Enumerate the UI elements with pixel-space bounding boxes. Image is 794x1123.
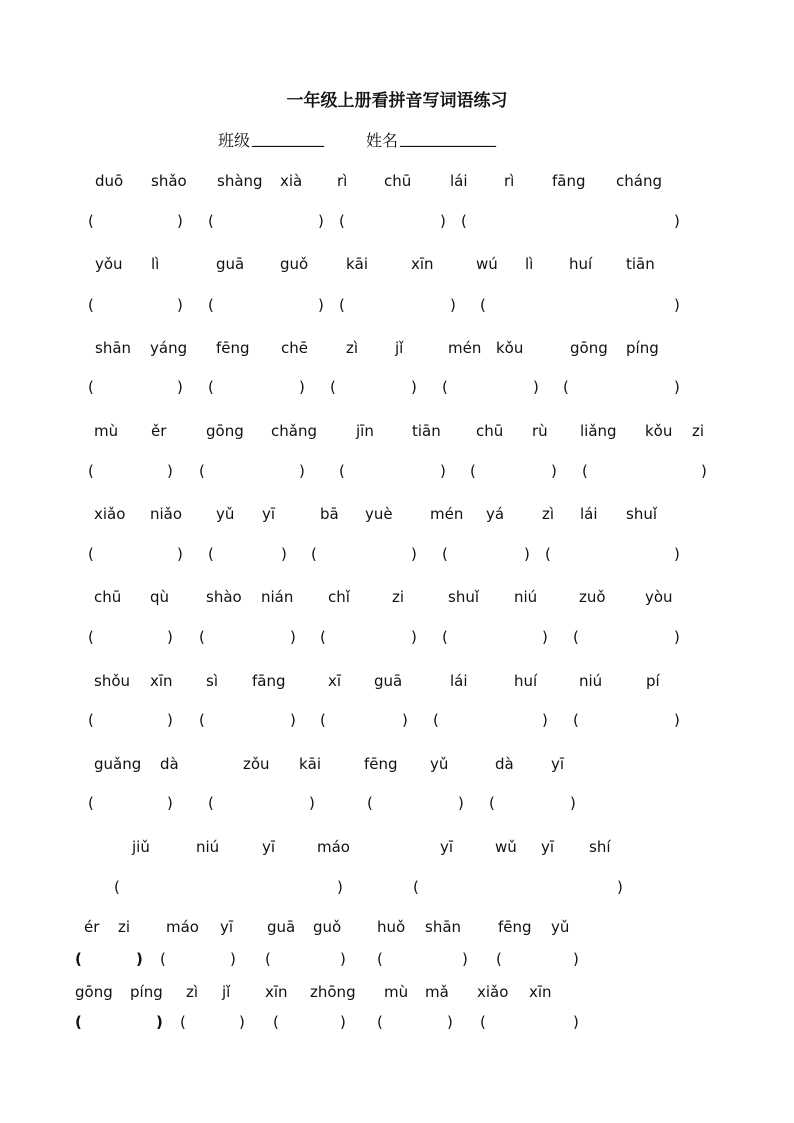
answer-box-open-paren[interactable]: (	[433, 711, 439, 729]
answer-box-close-paren[interactable]: )	[281, 545, 287, 563]
answer-box-open-paren[interactable]: (	[208, 545, 214, 563]
answer-row	[0, 794, 794, 818]
pinyin-syllable: fēng	[498, 918, 532, 936]
answer-box-close-paren[interactable]: )	[674, 212, 680, 230]
answer-box-open-paren[interactable]: (	[88, 628, 94, 646]
answer-box-open-paren[interactable]: (	[208, 794, 214, 812]
answer-box-open-paren[interactable]: (	[339, 212, 345, 230]
pinyin-syllable: chū	[476, 422, 504, 440]
pinyin-row	[0, 918, 794, 942]
answer-row	[0, 378, 794, 402]
answer-box-open-paren[interactable]: (	[442, 545, 448, 563]
pinyin-syllable: zì	[346, 339, 359, 357]
answer-box-close-paren[interactable]: )	[450, 296, 456, 314]
pinyin-syllable: shuǐ	[626, 505, 657, 523]
answer-box-open-paren[interactable]: (	[377, 1013, 383, 1031]
answer-box-open-paren[interactable]: (	[208, 296, 214, 314]
answer-box-open-paren[interactable]: (	[413, 878, 419, 896]
answer-box-open-paren[interactable]: (	[367, 794, 373, 812]
pinyin-syllable: zì	[542, 505, 555, 523]
answer-box-close-paren[interactable]: )	[674, 711, 680, 729]
answer-box-close-paren[interactable]: )	[230, 950, 236, 968]
pinyin-syllable: lì	[525, 255, 534, 273]
pinyin-syllable: tiān	[412, 422, 441, 440]
pinyin-syllable: xīn	[265, 983, 288, 1001]
class-label: 班级	[218, 131, 251, 150]
answer-row	[0, 212, 794, 236]
answer-box-open-paren[interactable]: (	[563, 378, 569, 396]
answer-box-close-paren[interactable]: )	[167, 462, 173, 480]
pinyin-syllable: shǒu	[94, 672, 131, 690]
pinyin-row	[0, 339, 794, 363]
pinyin-syllable: wǔ	[495, 838, 517, 856]
worksheet-title: 一年级上册看拼音写词语练习	[286, 91, 508, 111]
pinyin-syllable: sì	[206, 672, 218, 690]
answer-box-close-paren[interactable]: )	[411, 628, 417, 646]
pinyin-syllable: wú	[476, 255, 498, 273]
pinyin-syllable: kǒu	[645, 422, 673, 440]
answer-box-open-paren[interactable]: (	[180, 1013, 186, 1031]
answer-box-close-paren[interactable]: )	[533, 378, 539, 396]
pinyin-syllable: huí	[569, 255, 593, 273]
pinyin-syllable: chǐ	[328, 588, 350, 606]
answer-row	[0, 950, 794, 974]
answer-box-open-paren[interactable]: (	[88, 794, 94, 812]
pinyin-syllable: xīn	[150, 672, 173, 690]
answer-box-close-paren[interactable]: )	[462, 950, 468, 968]
pinyin-syllable: niú	[579, 672, 603, 690]
pinyin-syllable: píng	[130, 983, 163, 1001]
answer-box-close-paren[interactable]: )	[156, 1013, 163, 1031]
answer-box-open-paren[interactable]: (	[377, 950, 383, 968]
answer-box-open-paren[interactable]: (	[88, 296, 94, 314]
pinyin-syllable: yuè	[365, 505, 393, 523]
pinyin-row	[0, 838, 794, 862]
answer-box-open-paren[interactable]: (	[88, 212, 94, 230]
pinyin-syllable: shān	[425, 918, 462, 936]
answer-box-open-paren[interactable]: (	[442, 628, 448, 646]
answer-box-open-paren[interactable]: (	[75, 1013, 82, 1031]
answer-row	[0, 711, 794, 735]
pinyin-syllable: zi	[392, 588, 405, 606]
pinyin-syllable: yǔ	[551, 918, 570, 936]
answer-box-open-paren[interactable]: (	[320, 628, 326, 646]
pinyin-syllable: yī	[541, 838, 555, 856]
answer-box-close-paren[interactable]: )	[570, 794, 576, 812]
pinyin-syllable: niǎo	[150, 505, 183, 523]
pinyin-syllable: mén	[430, 505, 464, 523]
pinyin-syllable: shuǐ	[448, 588, 479, 606]
pinyin-syllable: guā	[216, 255, 245, 273]
answer-box-open-paren[interactable]: (	[582, 462, 588, 480]
answer-box-close-paren[interactable]: )	[411, 545, 417, 563]
answer-box-open-paren[interactable]: (	[208, 378, 214, 396]
answer-box-open-paren[interactable]: (	[114, 878, 120, 896]
answer-box-open-paren[interactable]: (	[88, 462, 94, 480]
pinyin-syllable: lái	[450, 672, 468, 690]
answer-box-open-paren[interactable]: (	[545, 545, 551, 563]
pinyin-syllable: máo	[166, 918, 199, 936]
answer-box-close-paren[interactable]: )	[411, 378, 417, 396]
pinyin-syllable: rì	[504, 172, 515, 190]
pinyin-syllable: yī	[262, 838, 276, 856]
answer-box-open-paren[interactable]: (	[75, 950, 82, 968]
pinyin-row	[0, 172, 794, 196]
pinyin-syllable: chū	[384, 172, 412, 190]
answer-box-close-paren[interactable]: )	[402, 711, 408, 729]
pinyin-row	[0, 588, 794, 612]
answer-box-close-paren[interactable]: )	[299, 462, 305, 480]
pinyin-syllable: yī	[440, 838, 454, 856]
pinyin-syllable: huí	[514, 672, 538, 690]
pinyin-syllable: zi	[118, 918, 131, 936]
pinyin-syllable: fāng	[252, 672, 286, 690]
pinyin-syllable: gōng	[206, 422, 244, 440]
answer-box-close-paren[interactable]: )	[239, 1013, 245, 1031]
answer-box-open-paren[interactable]: (	[199, 628, 205, 646]
answer-box-close-paren[interactable]: )	[290, 628, 296, 646]
answer-box-close-paren[interactable]: )	[340, 950, 346, 968]
pinyin-syllable: chē	[281, 339, 308, 357]
pinyin-syllable: shǎo	[151, 172, 187, 190]
answer-box-open-paren[interactable]: (	[461, 212, 467, 230]
answer-box-close-paren[interactable]: )	[440, 462, 446, 480]
pinyin-syllable: guā	[374, 672, 403, 690]
answer-box-open-paren[interactable]: (	[88, 711, 94, 729]
pinyin-syllable: ér	[84, 918, 100, 936]
pinyin-syllable: bā	[320, 505, 339, 523]
answer-box-close-paren[interactable]: )	[337, 878, 343, 896]
answer-box-open-paren[interactable]: (	[573, 628, 579, 646]
answer-row	[0, 296, 794, 320]
answer-box-open-paren[interactable]: (	[208, 212, 214, 230]
answer-row	[0, 462, 794, 486]
pinyin-syllable: niú	[514, 588, 538, 606]
pinyin-syllable: rù	[532, 422, 548, 440]
answer-box-close-paren[interactable]: )	[674, 378, 680, 396]
answer-box-close-paren[interactable]: )	[674, 296, 680, 314]
pinyin-syllable: yī	[262, 505, 276, 523]
pinyin-syllable: dà	[160, 755, 179, 773]
pinyin-syllable: shí	[589, 838, 611, 856]
answer-box-close-paren[interactable]: )	[177, 212, 183, 230]
answer-box-open-paren[interactable]: (	[339, 462, 345, 480]
answer-box-open-paren[interactable]: (	[573, 711, 579, 729]
pinyin-syllable: cháng	[616, 172, 662, 190]
pinyin-syllable: xiǎo	[94, 505, 126, 523]
answer-box-open-paren[interactable]: (	[160, 950, 166, 968]
pinyin-syllable: yǔ	[216, 505, 235, 523]
answer-box-close-paren[interactable]: )	[573, 950, 579, 968]
pinyin-syllable: yī	[551, 755, 565, 773]
answer-box-close-paren[interactable]: )	[167, 794, 173, 812]
class-blank[interactable]: _________	[252, 128, 324, 147]
pinyin-syllable: yá	[486, 505, 505, 523]
pinyin-syllable: gōng	[570, 339, 608, 357]
pinyin-syllable: zuǒ	[579, 588, 606, 606]
pinyin-syllable: yǔ	[430, 755, 449, 773]
pinyin-syllable: guǒ	[280, 255, 309, 273]
pinyin-syllable: lái	[580, 505, 598, 523]
answer-box-close-paren[interactable]: )	[318, 212, 324, 230]
answer-box-close-paren[interactable]: )	[674, 628, 680, 646]
pinyin-syllable: jǐ	[222, 983, 231, 1001]
pinyin-syllable: pí	[646, 672, 660, 690]
answer-box-open-paren[interactable]: (	[330, 378, 336, 396]
pinyin-syllable: yī	[220, 918, 234, 936]
pinyin-syllable: huǒ	[377, 918, 406, 936]
pinyin-syllable: lái	[450, 172, 468, 190]
pinyin-row	[0, 983, 794, 1007]
answer-row	[0, 545, 794, 569]
answer-box-close-paren[interactable]: )	[542, 628, 548, 646]
pinyin-row	[0, 505, 794, 529]
answer-row	[0, 1013, 794, 1037]
answer-box-close-paren[interactable]: )	[458, 794, 464, 812]
pinyin-syllable: mǎ	[425, 983, 449, 1001]
answer-box-close-paren[interactable]: )	[299, 378, 305, 396]
name-label: 姓名	[366, 131, 399, 150]
answer-box-close-paren[interactable]: )	[674, 545, 680, 563]
pinyin-syllable: jiǔ	[132, 838, 150, 856]
answer-box-open-paren[interactable]: (	[199, 462, 205, 480]
answer-box-open-paren[interactable]: (	[496, 950, 502, 968]
answer-box-close-paren[interactable]: )	[309, 794, 315, 812]
pinyin-syllable: niú	[196, 838, 220, 856]
pinyin-syllable: mén	[448, 339, 482, 357]
answer-box-close-paren[interactable]: )	[177, 545, 183, 563]
pinyin-syllable: xiǎo	[477, 983, 509, 1001]
pinyin-row	[0, 755, 794, 779]
answer-box-open-paren[interactable]: (	[88, 378, 94, 396]
answer-box-open-paren[interactable]: (	[88, 545, 94, 563]
pinyin-syllable: shān	[95, 339, 132, 357]
pinyin-syllable: zǒu	[243, 755, 270, 773]
pinyin-syllable: duō	[95, 172, 124, 190]
answer-box-open-paren[interactable]: (	[320, 711, 326, 729]
pinyin-syllable: chū	[94, 588, 122, 606]
pinyin-syllable: mù	[94, 422, 119, 440]
pinyin-syllable: mù	[384, 983, 409, 1001]
pinyin-syllable: chǎng	[271, 422, 317, 440]
answer-box-open-paren[interactable]: (	[489, 794, 495, 812]
name-blank[interactable]: ____________	[400, 128, 496, 147]
pinyin-syllable: zi	[692, 422, 705, 440]
answer-box-close-paren[interactable]: )	[447, 1013, 453, 1031]
answer-box-open-paren[interactable]: (	[470, 462, 476, 480]
answer-box-close-paren[interactable]: )	[617, 878, 623, 896]
answer-box-open-paren[interactable]: (	[442, 378, 448, 396]
answer-box-close-paren[interactable]: )	[340, 1013, 346, 1031]
pinyin-syllable: zhōng	[310, 983, 356, 1001]
pinyin-syllable: gōng	[75, 983, 113, 1001]
pinyin-syllable: jǐ	[395, 339, 404, 357]
answer-box-close-paren[interactable]: )	[167, 711, 173, 729]
pinyin-syllable: kǒu	[496, 339, 524, 357]
pinyin-syllable: guǎng	[94, 755, 142, 773]
pinyin-syllable: kāi	[299, 755, 322, 773]
pinyin-syllable: fēng	[216, 339, 250, 357]
answer-box-close-paren[interactable]: )	[551, 462, 557, 480]
answer-box-close-paren[interactable]: )	[136, 950, 143, 968]
answer-row	[0, 878, 794, 902]
answer-row	[0, 628, 794, 652]
pinyin-syllable: liǎng	[580, 422, 617, 440]
pinyin-syllable: xià	[280, 172, 303, 190]
answer-box-close-paren[interactable]: )	[290, 711, 296, 729]
answer-box-close-paren[interactable]: )	[177, 378, 183, 396]
pinyin-syllable: jīn	[356, 422, 374, 440]
pinyin-syllable: yáng	[150, 339, 188, 357]
pinyin-syllable: nián	[261, 588, 294, 606]
pinyin-syllable: kāi	[346, 255, 369, 273]
answer-box-open-paren[interactable]: (	[339, 296, 345, 314]
pinyin-row	[0, 422, 794, 446]
answer-box-open-paren[interactable]: (	[273, 1013, 279, 1031]
pinyin-row	[0, 255, 794, 279]
answer-box-close-paren[interactable]: )	[167, 628, 173, 646]
pinyin-syllable: zì	[186, 983, 199, 1001]
answer-box-close-paren[interactable]: )	[542, 711, 548, 729]
pinyin-syllable: qù	[150, 588, 170, 606]
answer-box-close-paren[interactable]: )	[440, 212, 446, 230]
pinyin-syllable: fēng	[364, 755, 398, 773]
pinyin-syllable: yòu	[645, 588, 673, 606]
pinyin-syllable: guā	[267, 918, 296, 936]
answer-box-open-paren[interactable]: (	[311, 545, 317, 563]
answer-box-open-paren[interactable]: (	[199, 711, 205, 729]
pinyin-syllable: dà	[495, 755, 514, 773]
pinyin-syllable: shào	[206, 588, 242, 606]
pinyin-syllable: máo	[317, 838, 350, 856]
answer-box-close-paren[interactable]: )	[318, 296, 324, 314]
answer-box-open-paren[interactable]: (	[480, 296, 486, 314]
pinyin-syllable: guǒ	[313, 918, 342, 936]
pinyin-row	[0, 672, 794, 696]
pinyin-syllable: xīn	[529, 983, 552, 1001]
answer-box-close-paren[interactable]: )	[524, 545, 530, 563]
pinyin-syllable: yǒu	[95, 255, 123, 273]
pinyin-syllable: píng	[626, 339, 659, 357]
pinyin-syllable: rì	[337, 172, 348, 190]
answer-box-open-paren[interactable]: (	[265, 950, 271, 968]
pinyin-syllable: xī	[328, 672, 342, 690]
answer-box-close-paren[interactable]: )	[573, 1013, 579, 1031]
answer-box-close-paren[interactable]: )	[177, 296, 183, 314]
pinyin-syllable: fāng	[552, 172, 586, 190]
pinyin-syllable: ěr	[151, 422, 167, 440]
pinyin-syllable: xīn	[411, 255, 434, 273]
answer-box-open-paren[interactable]: (	[480, 1013, 486, 1031]
pinyin-syllable: shàng	[217, 172, 263, 190]
answer-box-close-paren[interactable]: )	[701, 462, 707, 480]
pinyin-syllable: tiān	[626, 255, 655, 273]
pinyin-syllable: lì	[151, 255, 160, 273]
